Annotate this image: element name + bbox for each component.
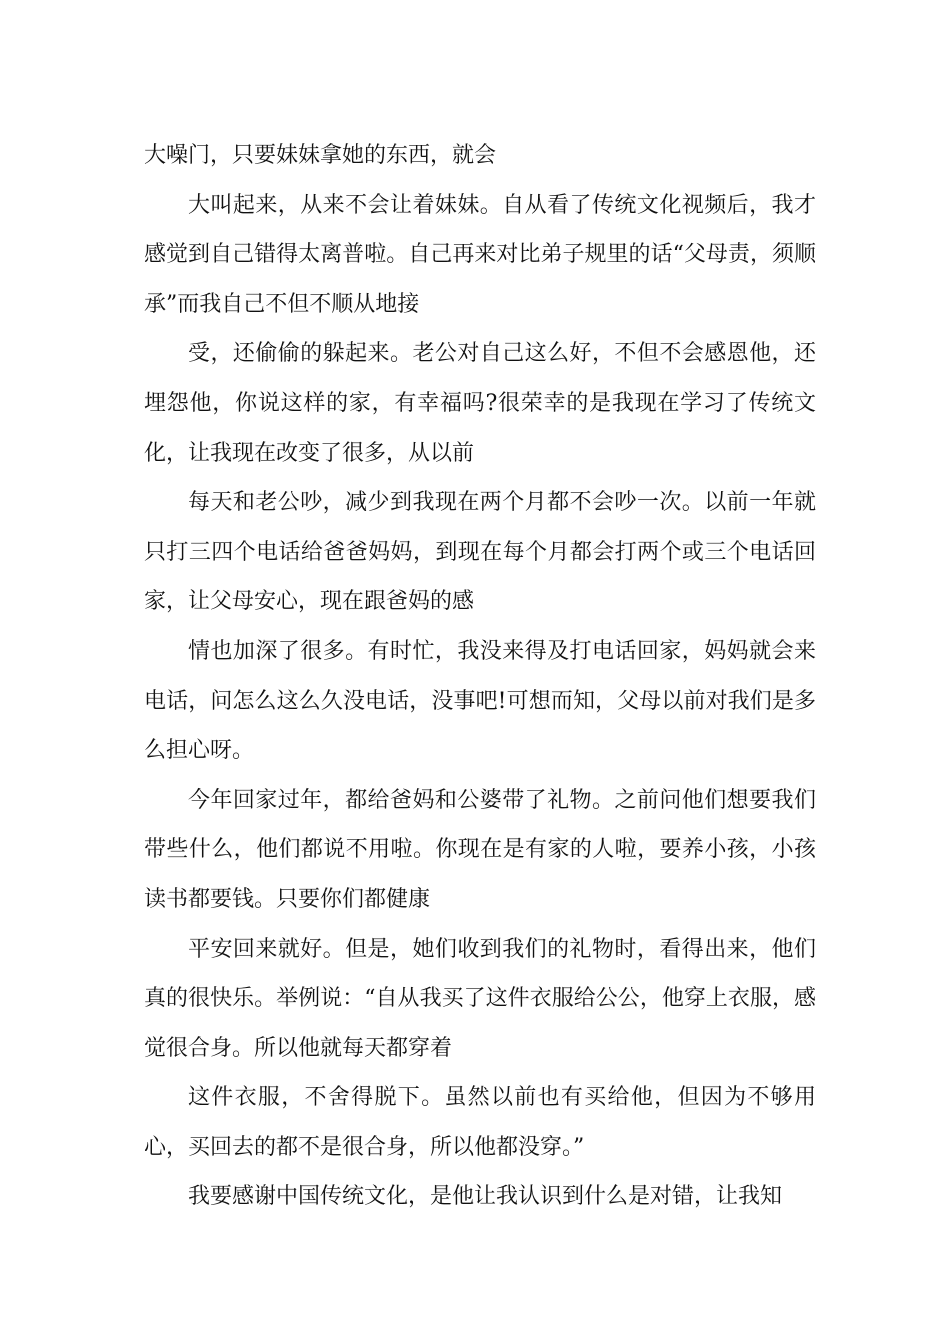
- paragraph-5: 情也加深了很多。有时忙，我没来得及打电话回家，妈妈就会来电话，问怎么这么久没电话，没事吧!可想而知，父母以前对我们是多么担心呀。: [144, 638, 816, 764]
- document-body: [144, 131, 816, 1222]
- paragraph-6: 今年回家过年，都给爸妈和公婆带了礼物。之前问他们想要我们带些什么，他们都说不用啦。你现在是有家的人啦，要养小孩，小孩读书都要钱。只要你们都健康: [144, 787, 816, 912]
- paragraph-8: 这件衣服，不舍得脱下。虽然以前也有买给他，但因为不够用心，买回去的都不是很合身，所以他都没穿。”: [144, 1085, 816, 1160]
- paragraph-4: 每天和老公吵，减少到我现在两个月都不会吵一次。以前一年就只打三四个电话给爸爸妈妈，到现在每个月都会打两个或三个电话回家，让父母安心，现在跟爸妈的感: [144, 490, 816, 615]
- paragraph-2: 大叫起来，从来不会让着妹妹。自从看了传统文化视频后，我才感觉到自己错得太离普啦。自己再来对比弟子规里的话“父母责，须顺承”而我自己不但不顺从地接: [144, 192, 816, 317]
- paragraph-3: 受，还偷偷的躲起来。老公对自己这么好，不但不会感恩他，还埋怨他，你说这样的家，有幸福吗?很荣幸的是我现在学习了传统文化，让我现在改变了很多，从以前: [144, 341, 816, 466]
- paragraph-1: 大噪门，只要妹妹拿她的东西，就会: [144, 143, 497, 168]
- paragraph-9: 我要感谢中国传统文化，是他让我认识到什么是对错，让我知: [188, 1184, 783, 1210]
- paragraph-7: 平安回来就好。但是，她们收到我们的礼物时，看得出来，他们真的很快乐。举例说：“自从我买了这件衣服给公公，他穿上衣服，感觉很合身。所以他就每天都穿着: [144, 936, 816, 1061]
